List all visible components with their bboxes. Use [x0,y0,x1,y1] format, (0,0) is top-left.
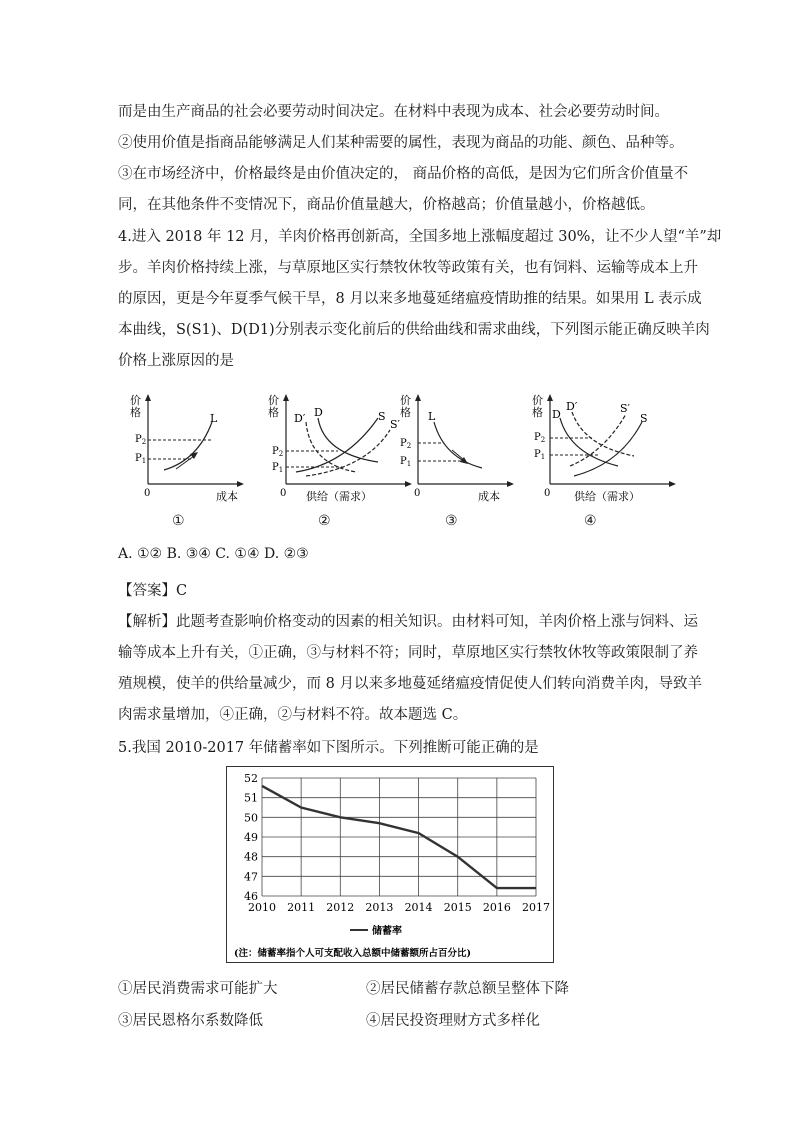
y-tick-label: 46 [244,890,258,903]
answer-block [118,576,702,731]
curve-label-S: S [640,412,648,425]
axis-label-price-2: 格 [268,406,279,419]
answer-options: A. ①② B. ③④ C. ①④ D. ②③ [118,546,309,562]
graph-2 [266,392,414,504]
axis-label-supply: 供给（需求） [574,490,640,503]
chart-note: (注：储蓄率指个人可支配收入总额中储蓄额所占百分比) [234,948,471,959]
axis-label-price-1: 价 [400,394,411,407]
graph-label-1: ① [172,513,185,529]
text-line: 的原因，更是今年夏季气候干旱，8 月以来多地蔓延绪瘟疫情助推的结果。如果用 L 表示成 [118,291,702,307]
p1-label: $P_1$ [534,449,546,461]
origin-label: 0 [544,488,551,499]
choice-4: ④居民投资理财方式多样化 [366,1013,540,1029]
x-tick-label: 2016 [482,901,511,914]
axis-label-price-1: 价 [532,394,543,407]
graph-label-4: ④ [584,513,597,529]
axis-label-price-2: 格 [400,406,411,419]
graph-label-3: ③ [445,513,458,529]
p1-label: $P_1$ [272,462,284,474]
y-tick-label: 52 [244,772,258,785]
origin-label: 0 [144,488,151,499]
p2-label: $P_2$ [135,434,147,446]
axis-label-price-2: 格 [532,406,543,419]
x-tick-label: 2015 [443,901,472,914]
legend-label: 储蓄率 [372,926,402,937]
text-line: 而是由生产商品的社会必要劳动时间决定。在材料中表现为成本、社会必要劳动时间。 [118,104,669,120]
p2-label: $P_2$ [400,438,412,450]
axis-label-price-1: 价 [130,394,141,407]
curve-label-S: S [378,410,386,423]
axis-label-supply: 供给（需求） [306,490,372,503]
x-tick-label: 2014 [404,901,433,914]
text-line: ③在市场经济中，价格最终是由价值决定的， 商品价格的高低，是因为它们所含价值量不 [118,166,689,182]
origin-label: 0 [414,488,421,499]
graph-label-2: ② [318,513,331,529]
y-tick-label: 51 [244,791,258,805]
p2-label: $P_2$ [534,432,546,444]
x-tick-label: 2012 [326,901,355,914]
text-line: 4.进入 2018 年 12 月，羊肉价格再创新高，全国多地上涨幅度超过 30%，让不少人望“羊”却 [118,229,722,245]
graph-1 [128,392,246,504]
axis-label-price-1: 价 [268,394,279,407]
x-tick-label: 2013 [365,901,394,914]
text-line: 本曲线，S(S1)、D(D1)分别表示变化前后的供给曲线和需求曲线，下列图示能正确反映羊肉 [118,322,710,338]
axis-label-cost: 成本 [478,490,500,503]
question-4-stem [118,222,722,377]
curve-label-D: D [552,408,561,421]
axis-label-cost: 成本 [216,490,238,503]
curve-label-L: L [428,410,436,423]
axis-label-price-2: 格 [130,406,141,419]
graph-4 [530,392,678,504]
choice-3: ③居民恩格尔系数降低 [118,1013,263,1029]
analysis-line: 肉需求量增加，④正确，②与材料不符。故本题选 C。 [118,707,468,723]
curve-label-L: L [210,412,218,425]
text-line: 价格上涨原因的是 [118,353,234,369]
curve-label-D: D [314,406,323,419]
text-line: 步。羊肉价格持续上涨，与草原地区实行禁牧休牧等政策有关，也有饲料、运输等成本上升 [118,260,698,276]
curve-label-Dp: D′ [566,400,578,413]
p2-label: $P_2$ [272,446,284,458]
analysis-line: 输等成本上升有关，①正确，③与材料不符；同时，草原地区实行禁牧休牧等政策限制了养 [118,645,698,661]
text-line: ②使用价值是指商品能够满足人们某种需要的属性，表现为商品的功能、颜色、品种等。 [118,135,684,151]
analysis-line: 殖规模，使羊的供给量减少，而 8 月以来多地蔓延绪瘟疫情促使人们转向消费羊肉，导致羊 [118,676,702,692]
x-tick-label: 2017 [522,901,550,914]
x-tick-label: 2010 [248,901,276,914]
p1-label: $P_1$ [135,453,147,465]
curve-label-Dp: D′ [294,412,306,425]
intro-paragraph [118,97,689,221]
p1-label: $P_1$ [400,456,412,468]
question-5-title: 5.我国 2010-2017 年储蓄率如下图所示。下列推断可能正确的是 [118,740,539,756]
analysis-line: 【解析】此题考查影响价格变动的因素的相关知识。由材料可知，羊肉价格上涨与饲料、运 [118,614,698,630]
curve-label-Sp: S′ [620,402,631,415]
graph-3 [398,392,516,504]
choice-1: ①居民消费需求可能扩大 [118,981,278,997]
choice-2: ②居民储蓄存款总额呈整体下降 [366,981,569,997]
curve-label-Sp: S′ [390,418,401,431]
y-tick-label: 47 [244,870,258,884]
answer-line: 【答案】C [118,583,188,599]
origin-label: 0 [280,488,287,499]
savings-rate-chart [226,766,556,964]
x-tick-label: 2011 [287,901,316,914]
y-tick-label: 50 [244,811,258,825]
text-line: 同，在其他条件不变情况下，商品价值量越大，价格越高；价值量越小，价格越低。 [118,197,655,213]
y-tick-label: 49 [244,831,258,844]
y-tick-label: 48 [244,850,258,864]
